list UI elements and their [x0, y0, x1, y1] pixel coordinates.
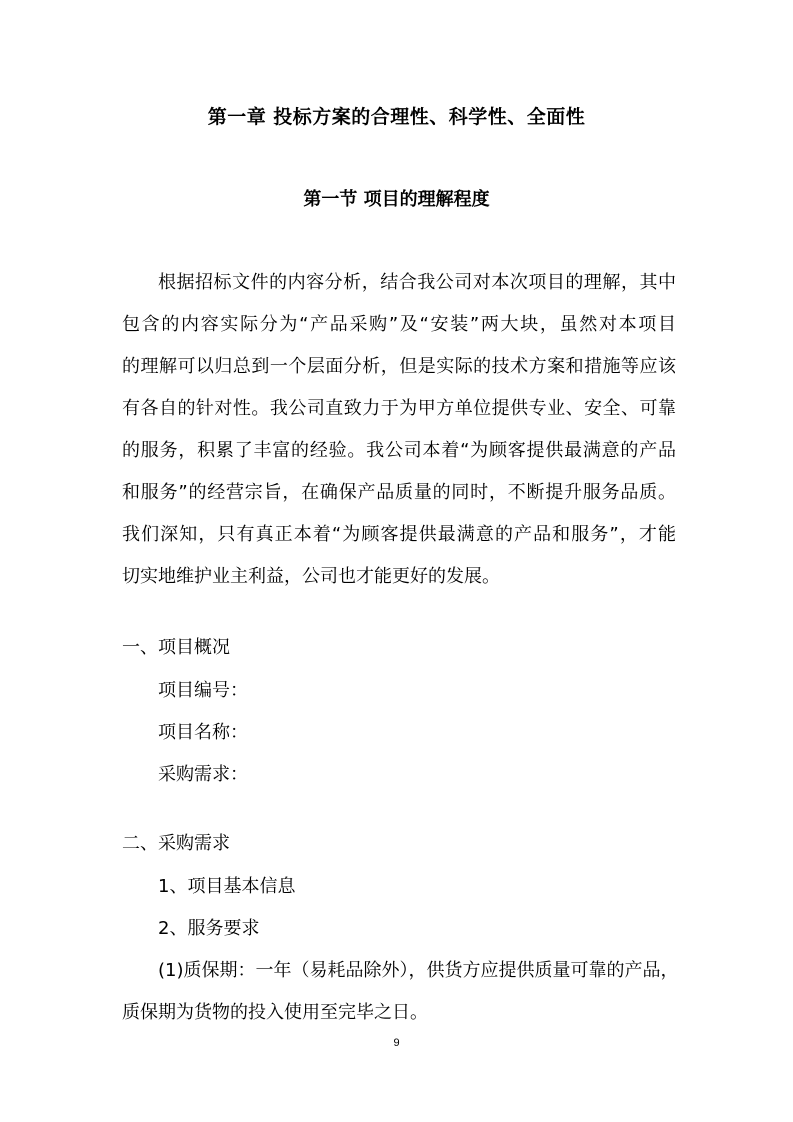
paragraph-line: 有各自的针对性。我公司直致力于为甲方单位提供专业、安全、可靠 [122, 398, 676, 419]
section-title: 第一节 项目的理解程度 [303, 189, 490, 210]
paragraph-line: 的服务，积累了丰富的经验。我公司本着“为顾客提供最满意的产品 [122, 440, 676, 461]
project-name-label: 项目名称： [158, 722, 248, 743]
page-number: 9 [393, 1037, 400, 1049]
basic-info-item: 1、项目基本信息 [158, 876, 296, 897]
paragraph-line: 切实地维护业主利益，公司也才能更好的发展。 [122, 566, 500, 587]
paragraph-line: 根据招标文件的内容分析，结合我公司对本次项目的理解，其中 [158, 272, 676, 293]
paragraph-line: 的理解可以归总到一个层面分析，但是实际的技术方案和措施等应该 [122, 356, 676, 377]
service-requirements-item: 2、服务要求 [158, 918, 260, 939]
project-number-label: 项目编号： [158, 680, 248, 701]
paragraph-line: 包含的内容实际分为“产品采购”及“安装”两大块，虽然对本项目 [122, 314, 676, 335]
requirements-heading: 二、采购需求 [122, 833, 230, 854]
paragraph-line: 我们深知，只有真正本着“为顾客提供最满意的产品和服务”，才能 [122, 524, 676, 545]
chapter-title: 第一章 投标方案的合理性、科学性、全面性 [207, 106, 586, 128]
warranty-line: 质保期为货物的投入使用至完毕之日。 [122, 1002, 428, 1023]
overview-heading: 一、项目概况 [122, 637, 230, 658]
paragraph-line: 和服务”的经营宗旨，在确保产品质量的同时，不断提升服务品质。 [122, 482, 676, 503]
warranty-line: (1)质保期：一年（易耗品除外），供货方应提供质量可靠的产品， [158, 960, 679, 981]
procurement-need-label: 采购需求： [158, 764, 248, 785]
